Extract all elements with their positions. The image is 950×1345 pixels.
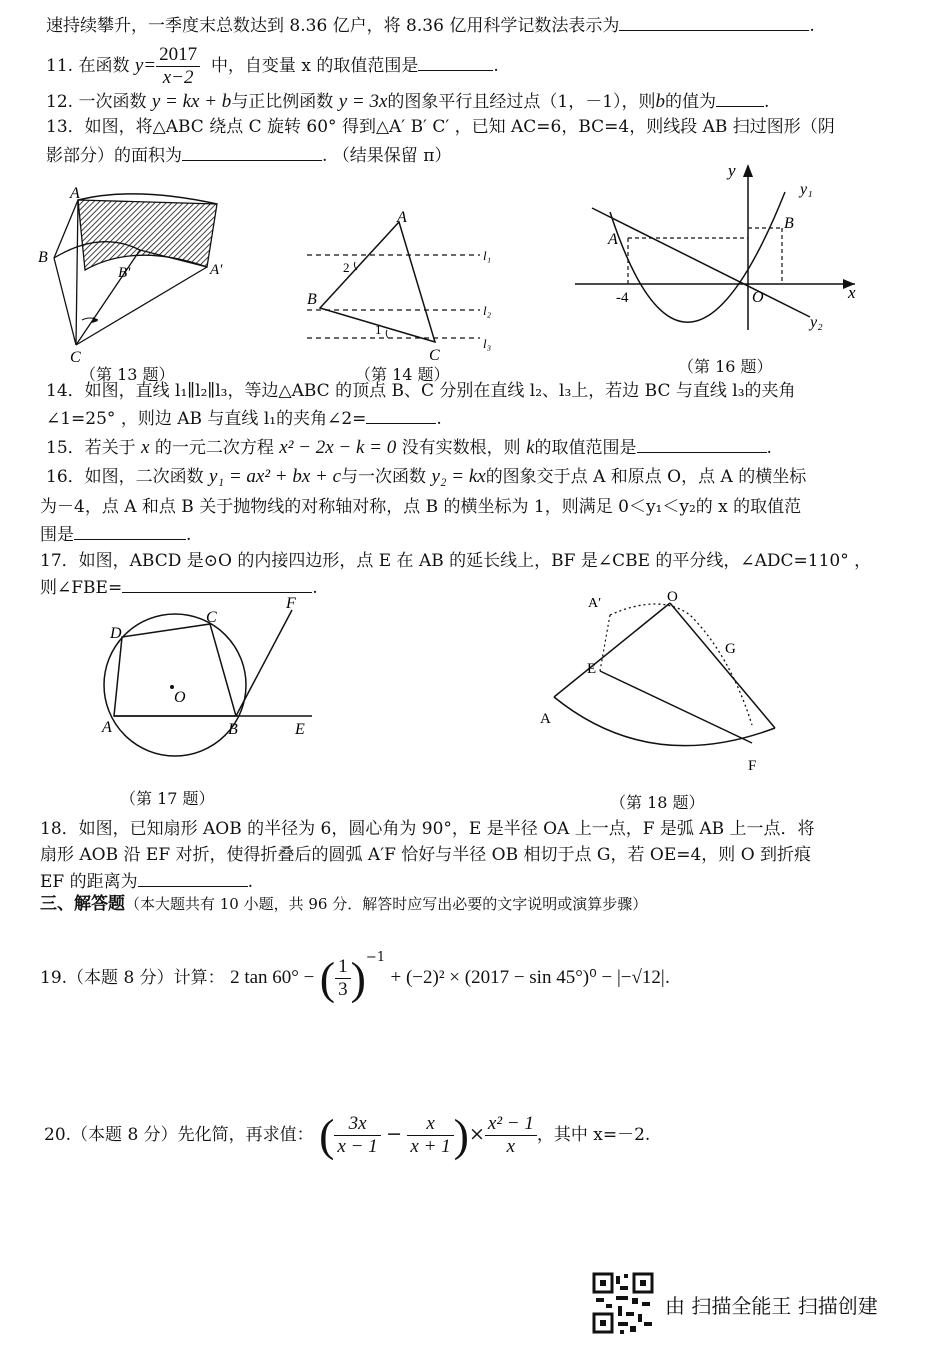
footer-scan-text: 由 扫描全能王 扫描创建 (665, 1294, 878, 1318)
q16-end: . (186, 525, 192, 545)
q13-line2 (46, 144, 451, 167)
q16-line2: 为－4，点 A 和点 B 关于抛物线的对称轴对称，点 B 的横坐标为 1，则满足 0＜y₁＜y₂的 x 的取值范 (40, 497, 802, 517)
fig17-label-B: B (228, 721, 238, 738)
q18-blank (138, 870, 248, 887)
q16-line3 (40, 523, 191, 546)
fig13-segment-BC (54, 258, 76, 345)
fig17-circle (104, 614, 246, 756)
q10-end: . (809, 16, 815, 36)
fig16-label-y: y (728, 161, 736, 180)
fig14-angle1-arc (386, 330, 388, 338)
fig16-caption: （第 16 题） (678, 357, 773, 376)
q16-line1 (46, 466, 806, 488)
q18-line2: 扇形 AOB 沿 EF 对折，使得折叠后的圆弧 A′F 恰好与半径 OB 相切于点 G，若 OE=4，则 O 到折痕 (40, 845, 812, 865)
q11-post: 中，自变量 x 的取值范围是 (210, 56, 419, 76)
fig13-segment-ApC (76, 267, 207, 345)
q11-numerator: 2017 (156, 44, 200, 67)
fig17-label-O: O (174, 689, 186, 706)
fig14-caption: （第 14 题） (355, 365, 450, 384)
fig13-label-Ap: A′ (210, 262, 223, 278)
q15-t3: 没有实数根，则 (401, 438, 521, 458)
q19-paren-left: ( (319, 952, 336, 1004)
q16-blank (74, 523, 186, 540)
q14-end: . (436, 409, 442, 429)
q19-end: . (664, 968, 671, 988)
fig14-label-B: B (307, 291, 317, 308)
fig18-folded-arc (610, 604, 752, 725)
q12-f2: y = 3x (338, 91, 388, 112)
q12-blank (716, 90, 764, 107)
q20-frac1 (334, 1113, 380, 1158)
q14-blank (366, 407, 436, 424)
q20-frac3-den: x (506, 1136, 516, 1157)
fig13-label-Bp: B′ (118, 265, 131, 281)
q12-line (46, 90, 769, 113)
fig13-label-C: C (70, 349, 81, 366)
q20-frac3 (485, 1113, 537, 1158)
q16-t2: 与一次函数 (341, 467, 427, 487)
q13-line2a: 影部分）的面积为 (46, 146, 182, 166)
q12-end: . (764, 92, 770, 112)
q15-blank (637, 436, 767, 453)
q18-line3-text: EF 的距离为 (40, 872, 138, 892)
q20-frac3-num: x² − 1 (485, 1113, 537, 1136)
q11-fraction (156, 44, 200, 89)
q17-blank (122, 576, 312, 593)
fig18-caption: （第 18 题） (610, 793, 705, 812)
q12-t3: 的图象平行且经过点（1，－1），则 (387, 92, 656, 112)
q19-fraction (335, 956, 351, 1001)
q20-frac2-den: x + 1 (410, 1136, 451, 1157)
q17-end: . (312, 578, 318, 598)
q14-line2-text: ∠1=25° ，则边 AB 与直线 l₁的夹角∠2= (46, 409, 367, 429)
fig17-label-F: F (286, 595, 296, 612)
q10-text: 速持续攀升，一季度末总数达到 8.36 亿户，将 8.36 亿用科学记数法表示为 (46, 16, 620, 36)
q16-t1: 如图，二次函数 (84, 467, 204, 487)
fig13-segment-AC (76, 200, 78, 345)
fig17-ray-BF (236, 610, 292, 716)
fig18-label-Ap: A′ (588, 596, 602, 611)
q16-num: 16． (46, 467, 85, 487)
q12-num: 12. (46, 92, 74, 112)
fig17-label-D: D (110, 625, 122, 642)
q18-line1: 18．如图，已知扇形 AOB 的半径为 6，圆心角为 90°，E 是半径 OA 上一点，F 是弧 AB 上一点．将 (40, 819, 815, 839)
q19-exponent: −1 (365, 950, 386, 965)
q20-minus: − (386, 1123, 402, 1145)
q20-frac1-num: 3x (334, 1113, 380, 1136)
q15-equation: x² − 2x − k = 0 (279, 437, 397, 458)
q19-frac-den: 3 (338, 979, 348, 1000)
fig16-y-arrow (743, 164, 753, 177)
q14-line2 (46, 407, 442, 430)
fig17-label-C: C (206, 609, 217, 626)
q12-t4: 的值为 (665, 92, 717, 112)
fig16-label-B: B (784, 215, 794, 232)
figure-18 (530, 585, 790, 785)
q11-blank (418, 54, 493, 71)
fig14-label-2: 2 (343, 260, 350, 275)
q13-line1: 13．如图，将△ABC 绕点 C 旋转 60° 得到△A′ B′ C′ ，已知 AC=6，BC=4，则线段 AB 扫过图形（阴 (46, 117, 835, 137)
q11-end: . (493, 56, 499, 76)
qr-code-icon (592, 1272, 654, 1334)
fig18-label-A: A (540, 711, 551, 727)
fig18-label-E: E (587, 661, 597, 677)
q13-line2b: . （结果保留 π） (322, 146, 452, 166)
fig14-label-l3: l₃ (483, 336, 492, 351)
q19-line (40, 930, 670, 1006)
q20-label: 20.（本题 8 分）先化简，再求值： (44, 1125, 314, 1145)
q20-frac2 (407, 1113, 453, 1158)
q15-x: x (141, 437, 150, 458)
fig16-label-y1: y₁ (800, 181, 813, 198)
section3-note: （本大题共有 10 小题，共 96 分．解答时应写出必要的文字说明或演算步骤） (125, 895, 648, 913)
fig17-label-E: E (295, 721, 305, 738)
q10-line (46, 14, 815, 37)
fig17-label-A: A (102, 719, 112, 736)
q12-t2: 与正比例函数 (231, 92, 334, 112)
q12-b: b (655, 91, 666, 112)
q14-line1: 14．如图，直线 l₁∥l₂∥l₃，等边△ABC 的顶点 B、C 分别在直线 l₂、l₃上，若边 BC 与直线 l₃的夹角 (46, 381, 796, 401)
q20-times: × (469, 1123, 485, 1145)
q17-line2-text: 则∠FBE= (40, 578, 123, 598)
figure-17 (90, 592, 330, 772)
q16-line3-text: 围是 (40, 525, 74, 545)
q17-line1: 17．如图，ABCD 是⊙O 的内接四边形，点 E 在 AB 的延长线上，BF 是∠CBE 的平分线，∠ADC=110° ， (40, 551, 872, 571)
fig18-label-O: O (667, 589, 678, 605)
q19-paren-right: ) (350, 952, 366, 1004)
fig14-label-l2: l₂ (483, 303, 492, 318)
section3-heading (40, 893, 647, 915)
fig18-label-G: G (725, 641, 736, 657)
figure-13 (30, 180, 250, 390)
q20-frac2-num: x (407, 1113, 453, 1136)
q12-t1: 一次函数 (78, 92, 147, 112)
fig17-caption: （第 17 题） (120, 789, 215, 808)
q20-paren-right: ) (453, 1109, 469, 1161)
fig13-label-B: B (38, 249, 48, 266)
fig13-segment-AB (54, 200, 78, 258)
q15-num: 15． (46, 438, 85, 458)
fig14-label-C: C (429, 347, 440, 364)
q11-num: 11. (46, 56, 74, 76)
q20-frac1-den: x − 1 (337, 1136, 378, 1157)
q15-t2: 的一元二次方程 (154, 438, 274, 458)
fig18-radius-OB (670, 603, 775, 728)
q13-blank (182, 144, 322, 161)
q16-t3: 的图象交于点 A 和原点 O，点 A 的横坐标 (485, 467, 807, 487)
fig16-label-A: A (608, 231, 618, 248)
figure-14 (295, 200, 505, 370)
q18-end: . (247, 872, 254, 892)
fig16-label-x: x (848, 283, 856, 302)
fig13-label-A: A (70, 185, 80, 202)
q12-f1: y = kx + b (151, 91, 232, 112)
q16-f1: y₁ = ax² + bx + c (209, 466, 342, 487)
q20-tail: ，其中 x=－2. (536, 1125, 651, 1145)
q15-line (46, 436, 772, 459)
q11-line (46, 42, 499, 90)
fig14-label-A: A (397, 209, 407, 226)
fig14-label-l1: l₁ (483, 248, 492, 263)
fig13-caption: （第 13 题） (80, 365, 175, 384)
q20-line (44, 1106, 650, 1163)
fig13-shaded-region (78, 200, 217, 270)
fig18-fold-EF (600, 671, 752, 743)
q11-eq-lhs: y= (134, 55, 157, 76)
q15-t1: 若关于 (84, 438, 136, 458)
fig18-radius-OA (554, 603, 670, 697)
fig14-label-1: 1 (375, 322, 382, 337)
q19-expr2: + (−2)² × (2017 − sin 45°)⁰ − |−√12| (390, 967, 665, 988)
q15-end: . (766, 438, 772, 458)
section3-title: 三、解答题 (40, 894, 125, 914)
fig16-label-y2: y₂ (810, 314, 823, 331)
fig16-label-O: O (752, 289, 764, 306)
q11-denominator: x−2 (162, 67, 194, 88)
q20-paren-left: ( (319, 1109, 335, 1161)
q19-frac-num: 1 (335, 956, 351, 979)
q16-f2: y₂ = kx (431, 466, 486, 487)
fig16-label-neg4: -4 (616, 290, 629, 306)
figure-16 (560, 152, 880, 342)
q10-blank (619, 14, 809, 31)
q18-line3 (40, 870, 253, 893)
q19-expr1: 2 tan 60° − (230, 967, 315, 988)
fig18-dotted-ApE (600, 615, 610, 671)
q19-label: 19.（本题 8 分）计算： (40, 968, 225, 988)
q15-t4: 的取值范围是 (534, 438, 637, 458)
fig18-label-F: F (748, 758, 757, 774)
q11-pre: 在函数 (78, 56, 130, 76)
q15-k: k (526, 437, 535, 458)
